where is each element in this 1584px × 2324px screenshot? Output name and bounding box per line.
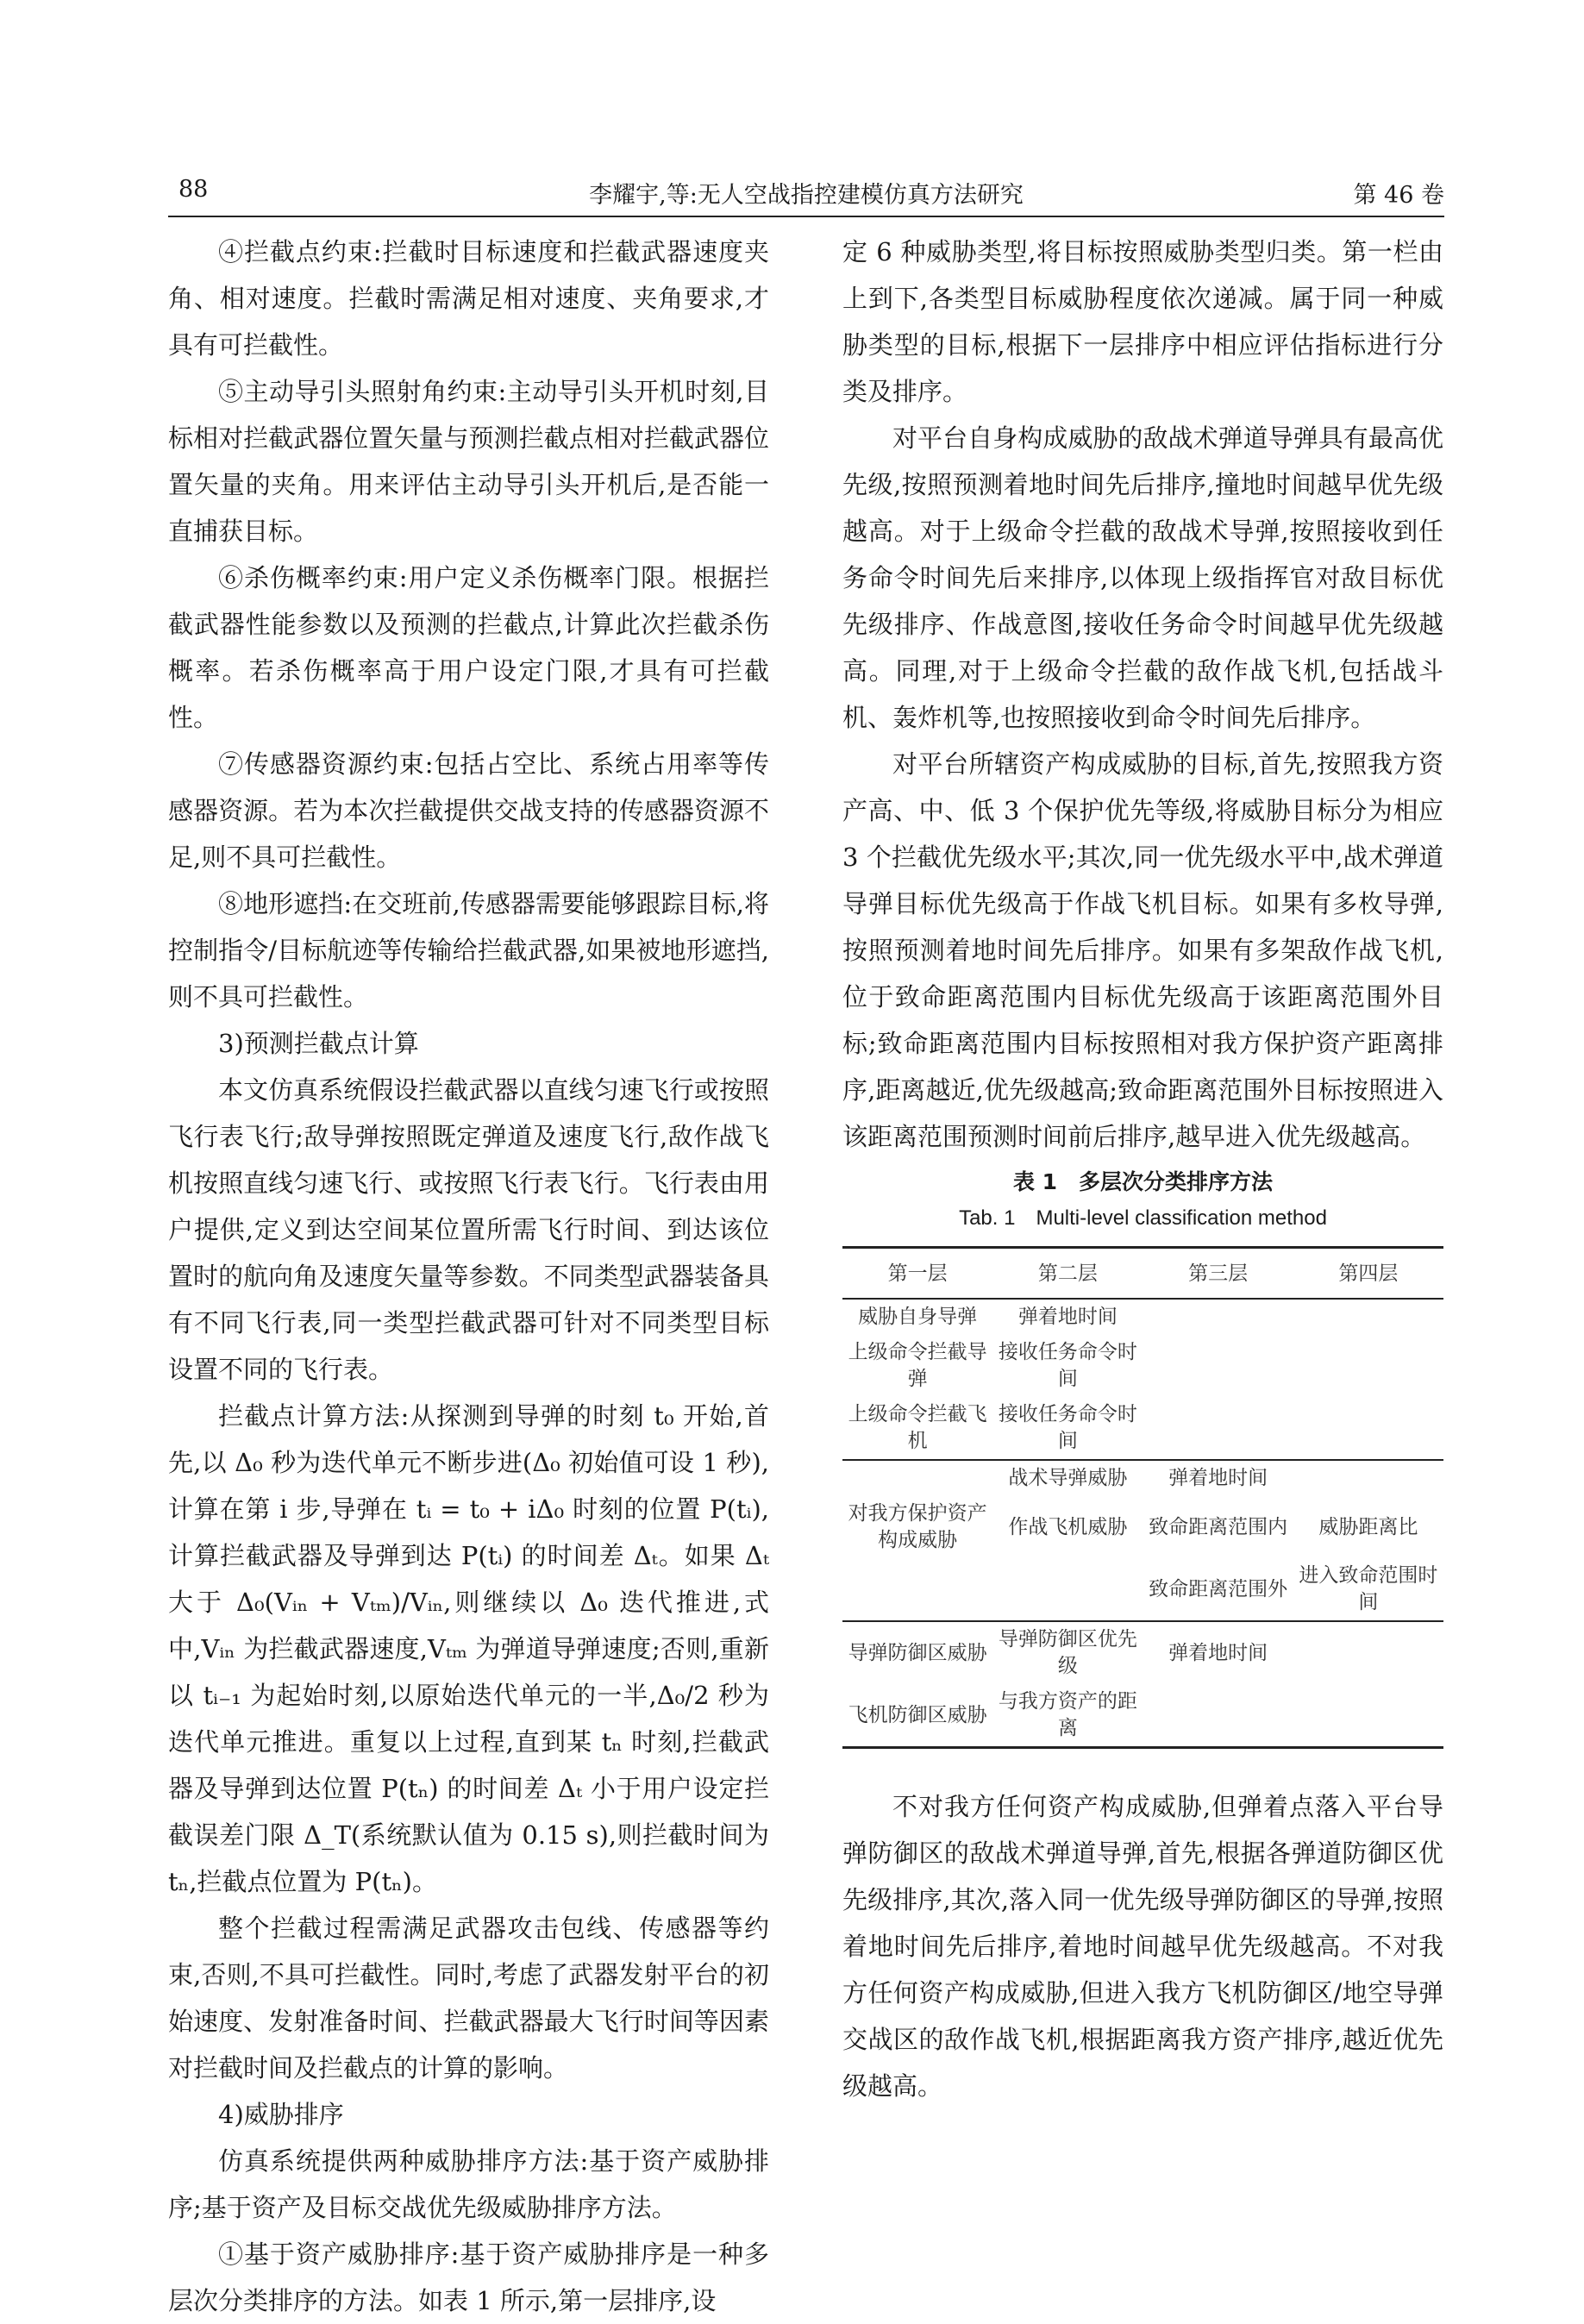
table-cell: 威胁自身导弹 [858, 1306, 978, 1328]
table-cell [992, 1558, 1143, 1621]
section-heading: 3)预测拦截点计算 [218, 1029, 419, 1058]
spacer [842, 1749, 1443, 1783]
section-heading: 4)威胁排序 [218, 2100, 344, 2129]
paragraph: ⑤主动导引头照射角约束:主动导引头开机时刻,目标相对拦截武器位置矢量与预测拦截点相对拦截武器位置矢量的夹角。用来评估主动导引头开机后,是否能一直捕获目标。 [168, 377, 769, 546]
table-row [842, 1684, 1443, 1748]
table-cell: 战术导弹威胁 [1008, 1467, 1128, 1489]
table-cell: 上级命令拦截飞机 [842, 1397, 992, 1460]
table-row [842, 1558, 1443, 1621]
paragraph: 不对我方任何资产构成威胁,但弹着点落入平台导弹防御区的敌战术弹道导弹,首先,根据各弹道防御区优先级排序,其次,落入同一优先级导弹防御区的导弹,按照着地时间先后排序,着地时间越早优先级越高。不对我方任何资产构成威胁,但进入我方飞机防御区/地空导弹交战区的敌作战飞机,根据距离我方资产排序,越近优先级越高。 [842, 1792, 1443, 2101]
paragraph: 拦截点计算方法:从探测到导弹的时刻 t₀ 开始,首先,以 Δ₀ 秒为迭代单元不断步进(Δ₀ 初始值可设 1 秒),计算在第 i 步,导弹在 tᵢ = t₀ + iΔ₀ 时刻的位置 P(tᵢ),计算拦截武器及导弹到达 P(tᵢ) 的时间差 Δₜ。如果 Δₜ 大于 Δ₀(Vᵢₙ + Vₜₘ)/Vᵢₙ,则继续以 Δ₀ 迭代推进,式中,Vᵢₙ 为拦截武器速度,Vₜₘ 为弹道导弹速度;否则,重新以 tᵢ₋₁ 为起始时刻,以原始迭代单元的一半,Δ₀/2 秒为迭代单元推进。重复以上过程,直到某 tₙ 时刻,拦截武器及导弹到达位置 P(tₙ) 的时间差 Δₜ 小于用户设定拦截误差门限 Δ_T(系统默认值为 0.15 s),则拦截时间为 tₙ,拦截点位置为 P(tₙ)。 [168, 1401, 769, 1896]
table-cell: 致命距离范围外 [1143, 1558, 1293, 1621]
paragraph: ①基于资产威胁排序:基于资产威胁排序是一种多层次分类排序的方法。如表 1 所示,第一层排序,设 [168, 2239, 769, 2315]
table-cell: 作战飞机威胁 [1008, 1515, 1128, 1538]
table-cell [1143, 1397, 1293, 1460]
table-cell: 与我方资产的距离 [992, 1684, 1143, 1748]
table-row [842, 1460, 1443, 1496]
paragraph: ⑧地形遮挡:在交班前,传感器需要能够跟踪目标,将控制指令/目标航迹等传输给拦截武器,如果被地形遮挡,则不具可拦截性。 [168, 889, 769, 1012]
table-header-cell: 第四层 [1293, 1248, 1443, 1300]
paragraph: 整个拦截过程需满足武器攻击包线、传感器等约束,否则,不具可拦截性。同时,考虑了武器发射平台的初始速度、发射准备时间、拦截武器最大飞行时间等因素对拦截时间及拦截点的计算的影响。 [168, 1914, 769, 2083]
table-cell: 上级命令拦截导弹 [848, 1341, 987, 1390]
table-cell [842, 1558, 992, 1621]
table-header-cell: 第三层 [1143, 1248, 1293, 1300]
table-cell [842, 1460, 992, 1496]
table-row [842, 1621, 1443, 1684]
table-cell [1143, 1299, 1293, 1335]
table-cell: 威胁距离比 [1318, 1515, 1418, 1538]
table-cell: 接收任务命令时间 [998, 1341, 1137, 1390]
table-cell: 进入致命范围时间 [1293, 1558, 1443, 1621]
table-cell: 导弹防御区优先级 [998, 1628, 1137, 1677]
table-cell [1293, 1335, 1443, 1397]
page-header [168, 171, 1444, 209]
paragraph: 对平台自身构成威胁的敌战术弹道导弹具有最高优先级,按照预测着地时间先后排序,撞地时间越早优先级越高。对于上级命令拦截的敌战术导弹,按照接收到任务命令时间先后来排序,以体现上级指挥官对敌目标优先级排序、作战意图,接收任务命令时间越早优先级越高。同理,对于上级命令拦截的敌作战飞机,包括战斗机、轰炸机等,也按照接收到命令时间先后排序。 [842, 423, 1443, 732]
volume-label: 第 46 卷 [1353, 182, 1444, 209]
left-column [168, 229, 769, 2324]
paragraph: ⑦传感器资源约束:包括占空比、系统占用率等传感器资源。若为本次拦截提供交战支持的传感器资源不足,则不具可拦截性。 [168, 749, 769, 872]
table-header-cell: 第一层 [842, 1248, 992, 1300]
paragraph: 仿真系统提供两种威胁排序方法:基于资产威胁排序;基于资产及目标交战优先级威胁排序方法。 [168, 2146, 769, 2222]
table-cell [1293, 1397, 1443, 1460]
table-caption-en: Tab. 1 Multi-level classification method [959, 1206, 1327, 1230]
table-cell [1293, 1460, 1443, 1496]
paragraph: ⑥杀伤概率约束:用户定义杀伤概率门限。根据拦截武器性能参数以及预测的拦截点,计算此次拦截杀伤概率。若杀伤概率高于用户设定门限,才具有可拦截性。 [168, 563, 769, 732]
paragraph: 对平台所辖资产构成威胁的目标,首先,按照我方资产高、中、低 3 个保护优先等级,将威胁目标分为相应 3 个拦截优先级水平;其次,同一优先级水平中,战术弹道导弹目标优先级高于作战飞机目标。如果有多枚导弹,按照预测着地时间先后排序。如果有多架敌作战飞机,位于致命距离范围内目标优先级高于该距离范围外目标;致命距离范围内目标按照相对我方保护资产距离排序,距离越近,优先级越高;致命距离范围外目标按照进入该距离范围预测时间前后排序,越早进入优先级越高。 [842, 749, 1443, 1151]
header-rule [168, 216, 1444, 217]
page-number: 88 [178, 176, 209, 203]
table-cell: 致命距离范围内 [1149, 1515, 1288, 1538]
table-cell [1293, 1684, 1443, 1748]
right-column [842, 229, 1443, 2109]
table-row [842, 1335, 1443, 1397]
classification-table [842, 1246, 1443, 1749]
table-cell: 弹着地时间 [1168, 1641, 1268, 1664]
table-header-cell: 第二层 [992, 1248, 1143, 1300]
table-cell [1143, 1335, 1293, 1397]
paragraph: ④拦截点约束:拦截时目标速度和拦截武器速度夹角、相对速度。拦截时需满足相对速度、夹角要求,才具有可拦截性。 [168, 237, 769, 360]
paragraph: 定 6 种威胁类型,将目标按照威胁类型归类。第一栏由上到下,各类型目标威胁程度依次递减。属于同一种威胁类型的目标,根据下一层排序中相应评估指标进行分类及排序。 [842, 237, 1443, 406]
table-cell: 弹着地时间 [1017, 1306, 1118, 1328]
table-cell: 导弹防御区威胁 [848, 1641, 987, 1664]
table-caption-zh: 表 1 多层次分类排序方法 [1012, 1169, 1274, 1194]
table-cell [1293, 1621, 1443, 1684]
table-cell [1143, 1684, 1293, 1748]
table-cell: 弹着地时间 [1168, 1467, 1268, 1489]
paragraph: 本文仿真系统假设拦截武器以直线匀速飞行或按照飞行表飞行;敌导弹按照既定弹道及速度飞行,敌作战飞机按照直线匀速飞行、或按照飞行表飞行。飞行表由用户提供,定义到达空间某位置所需飞行时间、到达该位置时的航向角及速度矢量等参数。不同类型武器装备具有不同飞行表,同一类型拦截武器可针对不同类型目标设置不同的飞行表。 [168, 1075, 769, 1384]
running-title: 李耀宇,等:无人空战指控建模仿真方法研究 [589, 182, 1024, 209]
table-row [842, 1496, 1443, 1558]
table-row [842, 1299, 1443, 1335]
table-cell [1293, 1299, 1443, 1335]
table-cell: 飞机防御区威胁 [842, 1684, 992, 1748]
table-cell: 对我方保护资产构成威胁 [848, 1502, 987, 1551]
table-cell: 接收任务命令时间 [992, 1397, 1143, 1460]
table-header-row [842, 1248, 1443, 1300]
table-row [842, 1397, 1443, 1460]
